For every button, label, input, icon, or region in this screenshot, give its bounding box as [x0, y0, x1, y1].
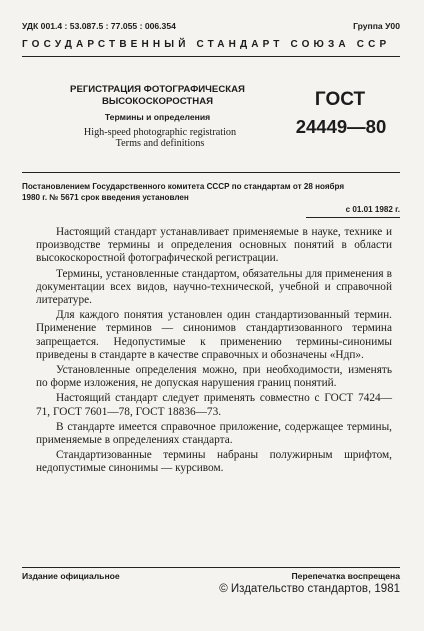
decree-line1: Постановлением Государственного комитета СССР по стандартам от 28 ноября — [22, 182, 345, 191]
paragraph-related-standards: Настоящий стандарт следует применять совместно с ГОСТ 7424—71, ГОСТ 7601—78, ГОСТ 18836—73. — [36, 392, 392, 418]
decree-line2: 1980 г. № 5671 срок введения установлен — [22, 193, 189, 202]
paragraph-scope: Настоящий стандарт устанавливает применяемые в науке, технике и производстве термины и определения основных понятий в области высокоскоростной фотографической регистрации. — [36, 226, 392, 265]
effective-date: с 01.01 1982 г. — [345, 205, 400, 214]
date-underline — [306, 217, 400, 218]
header-rule — [22, 56, 400, 57]
paragraph-typography: Стандартизованные термины набраны полужирным шрифтом, недопустимые синонимы — курсивом. — [36, 449, 392, 475]
udk-code: УДК 001.4 : 53.087.5 : 77.055 : 006.354 — [22, 21, 176, 31]
gost-label: ГОСТ — [314, 89, 366, 110]
title-en-line2: Terms and definitions — [115, 138, 205, 149]
paragraph-terms: Для каждого понятия установлен один стандартизованный термин. Применение терминов — синонимов стандартизованного термина запрещается. Недопустимые к применению термины-синонимы приведены в стандарте в качестве справочных и обозначены «Ндп». — [36, 309, 392, 361]
gost-number: 24449—80 — [295, 116, 387, 137]
title-rule — [22, 172, 400, 173]
copyright: © Издательство стандартов, 1981 — [219, 583, 400, 595]
title-ru-subtitle: Термины и определения — [104, 112, 211, 122]
paragraph-obligation: Термины, установленные стандартом, обязательны для применения в документации всех видов, научно-технической, учебной и справочной литературе. — [36, 267, 392, 307]
state-standard-heading: ГОСУДАРСТВЕННЫЙ СТАНДАРТ СОЮЗА ССР — [22, 39, 391, 50]
paragraph-definitions: Установленные определения можно, при необходимости, изменять по форме изложения, не допуская нарушения границ понятий. — [36, 364, 392, 390]
reprint-notice: Перепечатка воспрещена — [291, 571, 400, 581]
footer-rule — [22, 567, 400, 568]
official-edition: Издание официальное — [22, 571, 120, 581]
group-code: Группа У00 — [353, 21, 400, 31]
title-en-line1: High-speed photographic registration — [83, 127, 237, 138]
title-ru-line1: РЕГИСТРАЦИЯ ФОТОГРАФИЧЕСКАЯ — [70, 84, 245, 95]
title-ru-line2: ВЫСОКОСКОРОСТНАЯ — [101, 96, 214, 107]
body-text — [36, 226, 392, 476]
paragraph-appendix: В стандарте имеется справочное приложение, содержащее термины, применяемые в определениях стандарта. — [36, 420, 392, 447]
